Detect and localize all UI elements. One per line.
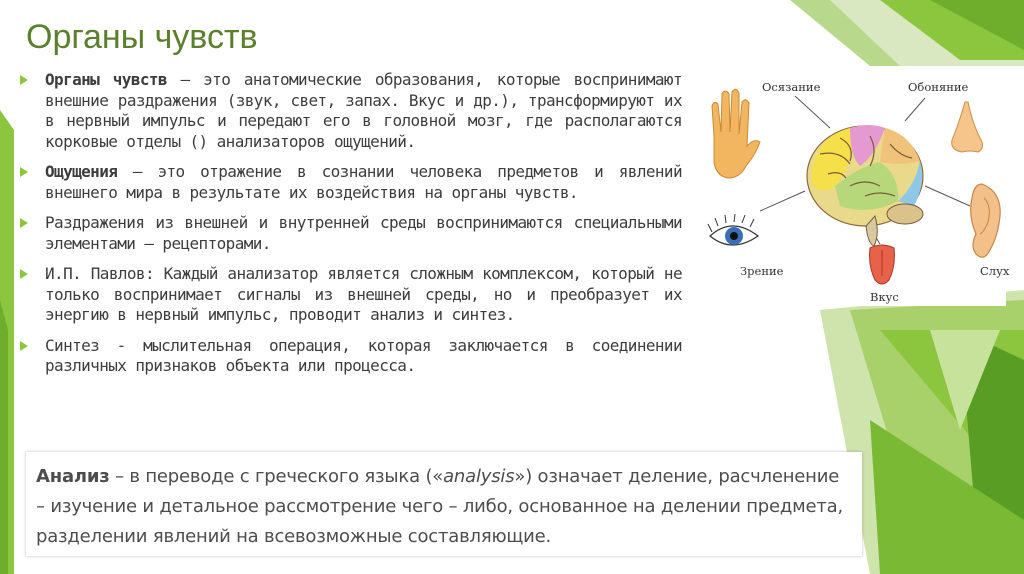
eye-icon bbox=[708, 214, 758, 245]
bullet-arrow-icon bbox=[20, 218, 28, 228]
bullet-arrow-icon bbox=[20, 167, 28, 177]
definition-box bbox=[26, 452, 862, 556]
senses-illustration bbox=[700, 66, 1010, 306]
definition-part1: – в переводе с греческого языка (« bbox=[109, 466, 444, 487]
bullet-item-synthesis bbox=[18, 336, 682, 377]
label-vision: Зрение bbox=[740, 264, 784, 278]
bullet-item-stimuli bbox=[18, 213, 682, 254]
tongue-icon bbox=[870, 245, 895, 284]
bullet-arrow-icon bbox=[20, 341, 28, 351]
definition-part2: ») означает деление, расчленение – изучение и детальное рассмотрение чего – либо, основанное на делении предмета, разделении явлений на всевозможные составляющие. bbox=[36, 466, 844, 547]
page-title: Органы чувств bbox=[26, 18, 258, 56]
definition-text bbox=[36, 462, 850, 552]
label-touch: Осязание bbox=[762, 80, 821, 94]
bullet-text: – это анатомические образования, которые воспринимают внешние раздражения (звук, свет, запах. Вкус и др.), трансформируют их в нервный импульс и передают его в головной мозг, где располагаются корковые отделы () анализаторов ощущений. bbox=[45, 70, 682, 151]
definition-term: Анализ bbox=[36, 466, 110, 487]
hand-icon bbox=[712, 89, 760, 178]
bullet-text: И.П. Павлов: Каждый анализатор является сложным комплексом, который не только воспринимает сигналы из внешней среды, но и преобразует их энергию в нервный импульс, проводит анализ и синтез. bbox=[45, 264, 682, 324]
bullet-item-sensations bbox=[18, 162, 682, 203]
definition-word: analysis bbox=[443, 466, 515, 487]
bullet-item-sense-organs bbox=[18, 70, 682, 152]
bullet-arrow-icon bbox=[20, 269, 28, 279]
bullet-text: Синтез - мыслительная операция, которая заключается в соединении различных признаков объекта или процесса. bbox=[45, 335, 682, 375]
bullet-text: – это отражение в сознании человека предметов и явлений внешнего мира в результате их воздействия на органы чувств. bbox=[45, 162, 682, 202]
bullet-item-pavlov bbox=[18, 264, 682, 326]
bullet-text: Раздражения из внешней и внутренней среды воспринимаются специальными элементами – рецепторами. bbox=[45, 213, 682, 253]
ear-icon bbox=[971, 184, 1001, 257]
label-hearing: Слух bbox=[980, 264, 1010, 278]
bullet-arrow-icon bbox=[20, 75, 28, 85]
bullet-list bbox=[18, 70, 682, 387]
label-smell: Обоняние bbox=[908, 80, 969, 94]
label-taste: Вкус bbox=[870, 290, 899, 304]
bullet-term: Органы чувств bbox=[45, 70, 167, 89]
nose-icon bbox=[952, 102, 983, 152]
brain-icon bbox=[807, 125, 923, 246]
bullet-term: Ощущения bbox=[45, 162, 118, 181]
